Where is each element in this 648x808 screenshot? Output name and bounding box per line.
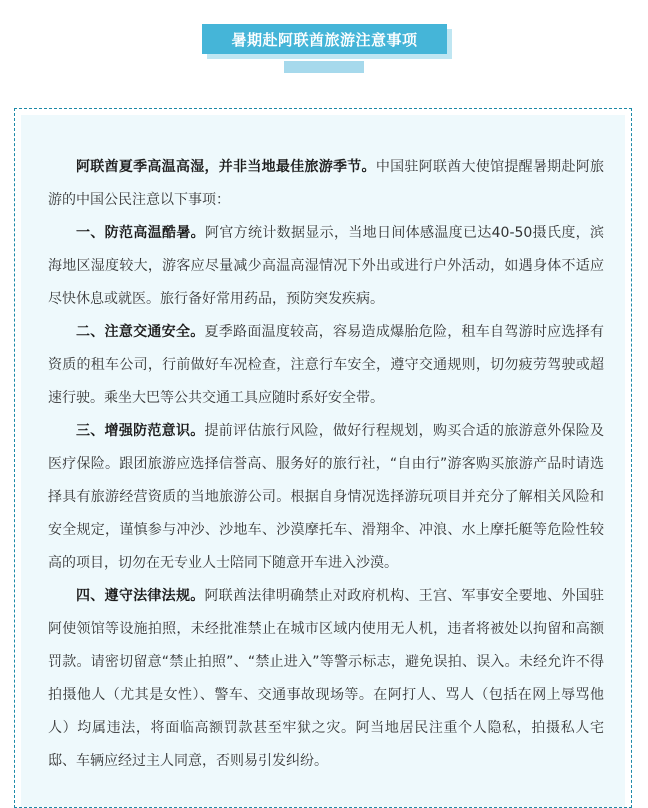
paragraph-heading: 三、增强防范意识。 [76, 423, 205, 439]
title-decor-bar [284, 61, 364, 73]
paragraph-heading: 阿联酋夏季高温高湿，并非当地最佳旅游季节。 [76, 159, 376, 175]
paragraph-text: 提前评估旅行风险，做好行程规划，购买合适的旅游意外保险及医疗保险。跟团旅游应选择信誉高、服务好的旅行社，“自由行”游客购买旅游产品时请选择具有旅游经营资质的当地旅游公司。根据自身情况选择游玩项目并充分了解相关风险和安全规定，谨慎参与冲沙、沙地车、沙漠摩托车、滑翔伞、冲浪、水上摩托艇等危险性较高的项目，切勿在无专业人士陪同下随意开车进入沙漠。 [48, 423, 604, 571]
paragraph-text: 阿联酋法律明确禁止对政府机构、王宫、军事安全要地、外国驻阿使领馆等设施拍照，未经批准禁止在城市区域内使用无人机，违者将被处以拘留和高额罚款。请密切留意“禁止拍照”、“禁止进入”等警示标志，避免误拍、误入。未经允许不得拍摄他人（尤其是女性）、警车、交通事故现场等。在阿打人、骂人（包括在网上辱骂他人）均属违法，将面临高额罚款甚至牢狱之灾。阿当地居民注重个人隐私，拍摄私人宅邸、车辆应经过主人同意，否则易引发纠纷。 [48, 588, 604, 769]
paragraph-heat [48, 217, 604, 316]
paragraph-heading: 四、遵守法律法规。 [76, 588, 205, 604]
page-title: 暑期赴阿联酋旅游注意事项 [202, 24, 447, 54]
article-body [48, 151, 604, 778]
paragraph-text: 夏季路面温度较高，容易造成爆胎危险，租车自驾游时应选择有资质的租车公司，行前做好车况检查，注意行车安全，遵守交通规则，切勿疲劳驾驶或超速行驶。乘坐大巴等公共交通工具应随时系好安全带。 [48, 324, 604, 406]
paragraph-traffic [48, 316, 604, 415]
title-banner [202, 24, 452, 58]
paragraph-text: 阿官方统计数据显示，当地日间体感温度已达40-50摄氏度，滨海地区湿度较大，游客应尽量减少高温高湿情况下外出或进行户外活动，如遇身体不适应尽快休息或就医。旅行备好常用药品，预防突发疾病。 [48, 225, 604, 307]
paragraph-intro [48, 151, 604, 217]
paragraph-text: 中国驻阿联酋大使馆提醒暑期赴阿旅游的中国公民注意以下事项： [48, 159, 605, 208]
paragraph-heading: 一、防范高温酷暑。 [76, 225, 205, 241]
paragraph-awareness [48, 415, 604, 580]
paragraph-law [48, 580, 604, 778]
paragraph-heading: 二、注意交通安全。 [76, 324, 205, 340]
